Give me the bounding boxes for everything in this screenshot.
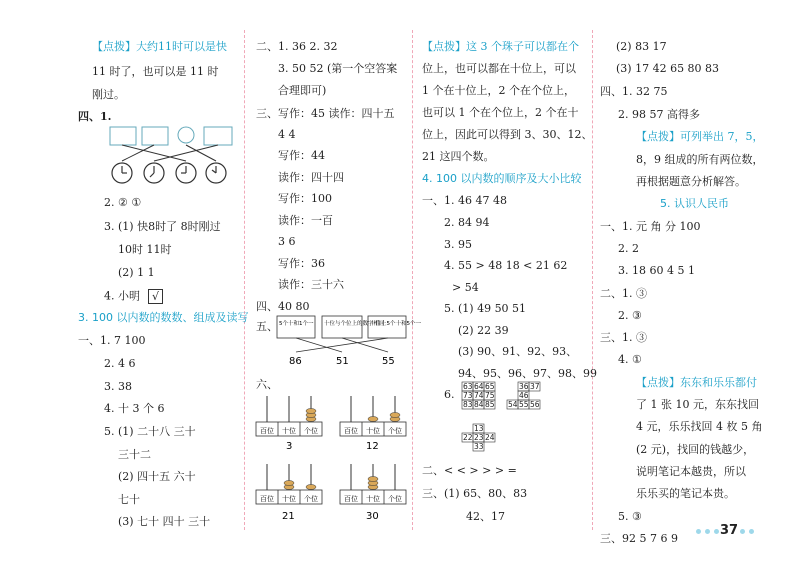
number-label: 51 bbox=[336, 356, 349, 367]
text-line: > 54 bbox=[452, 281, 479, 294]
text-line: 写作：36 bbox=[278, 257, 325, 270]
text-line: (3) 七十 四十 三十 bbox=[118, 515, 211, 528]
column-2 bbox=[248, 0, 421, 569]
text-line: 3 6 bbox=[278, 235, 296, 248]
abacus bbox=[256, 396, 322, 452]
answer-text: 4. 小明 bbox=[104, 289, 140, 303]
svg-text:63: 63 bbox=[463, 382, 473, 391]
text-line: 5. (1) 49 50 51 bbox=[444, 302, 527, 315]
text-line: 一、1. 46 47 48 bbox=[422, 194, 507, 207]
abacus-row bbox=[254, 392, 408, 454]
text-line: 94、95、96、97、98、99 bbox=[458, 367, 597, 380]
text-line: 二、1. 36 2. 32 bbox=[256, 40, 338, 53]
number-grid bbox=[463, 382, 495, 409]
text-line: 六、 bbox=[256, 378, 278, 391]
text-line: 5. (1) 二十八 三十 bbox=[104, 425, 196, 438]
place-label: 个位 bbox=[388, 427, 402, 435]
box-text: 5个十和1个一 bbox=[279, 321, 314, 327]
box-text: 十位与个位上的数字相同 bbox=[324, 321, 385, 327]
text-line: 一、1. 元 角 分 100 bbox=[600, 220, 701, 233]
abacus-value: 21 bbox=[282, 511, 295, 522]
text-line: 三、92 5 7 6 9 bbox=[600, 532, 678, 545]
text-line: 4. 十 3 个 6 bbox=[104, 402, 165, 415]
text-line: 4 元，乐乐找回 4 枚 5 角 bbox=[636, 420, 763, 433]
text-line: (2) 22 39 bbox=[458, 324, 509, 337]
text-line: 3. 38 bbox=[104, 380, 132, 393]
text-line: 二、< < > > > = bbox=[422, 464, 517, 477]
text-line: 11 时了，也可以是 11 时 bbox=[92, 65, 219, 78]
matching-lines bbox=[296, 338, 388, 352]
number-grid bbox=[463, 424, 495, 451]
number-matching-diagram bbox=[276, 314, 421, 370]
column-divider bbox=[412, 30, 413, 530]
svg-text:85: 85 bbox=[485, 400, 495, 409]
page-number: 37 bbox=[720, 523, 739, 538]
description-box bbox=[368, 316, 406, 338]
check-mark-icon: √ bbox=[148, 289, 163, 304]
number-grid-puzzle bbox=[462, 380, 552, 458]
abacus-row bbox=[254, 460, 408, 524]
text-line: 2. ② ① bbox=[104, 196, 142, 209]
text-line: 3. 95 bbox=[444, 238, 472, 251]
svg-text:84: 84 bbox=[474, 400, 484, 409]
abacus-value: 3 bbox=[286, 441, 293, 452]
section-heading: 4. 100 以内数的顺序及大小比较 bbox=[422, 172, 582, 185]
text-line: 读作：一百 bbox=[278, 214, 333, 227]
place-label: 百位 bbox=[260, 427, 274, 435]
svg-text:55: 55 bbox=[519, 400, 529, 409]
text-line: 一、1. 7 100 bbox=[78, 334, 146, 347]
svg-text:36: 36 bbox=[519, 382, 529, 391]
text-line: 4 4 bbox=[278, 128, 296, 141]
number-grid bbox=[508, 382, 540, 409]
svg-text:54: 54 bbox=[508, 400, 518, 409]
text-line: 再根据题意分析解答。 bbox=[636, 175, 746, 188]
text-line: 10时 11时 bbox=[118, 243, 172, 256]
text-line: 2. 98 57 高得多 bbox=[618, 108, 700, 121]
place-label: 十位 bbox=[282, 495, 296, 503]
abacus-value: 12 bbox=[366, 441, 379, 452]
text-line: 3. 50 52 (第一个空答案 bbox=[278, 62, 398, 75]
box-text: 十位上5个十和5个一 bbox=[370, 321, 421, 327]
svg-text:13: 13 bbox=[474, 424, 484, 433]
text-line: (3) 17 42 65 80 83 bbox=[616, 62, 720, 75]
text-line: 3. 18 60 4 5 1 bbox=[618, 264, 695, 277]
place-label: 个位 bbox=[304, 427, 318, 435]
svg-text:33: 33 bbox=[474, 442, 484, 451]
svg-text:73: 73 bbox=[463, 391, 473, 400]
description-box bbox=[277, 316, 315, 338]
abacus bbox=[256, 464, 322, 522]
text-line: 8，9 组成的所有两位数， bbox=[636, 153, 764, 166]
place-label: 十位 bbox=[282, 427, 296, 435]
text-line bbox=[104, 289, 163, 304]
hint-text: 【点拨】东东和乐乐都付 bbox=[636, 376, 757, 389]
abacus bbox=[340, 396, 406, 452]
svg-text:83: 83 bbox=[463, 400, 473, 409]
text-line: 四、1. 32 75 bbox=[600, 85, 668, 98]
text-line: 四、1. bbox=[78, 110, 112, 123]
svg-text:37: 37 bbox=[530, 382, 540, 391]
text-line: 2. ③ bbox=[618, 309, 642, 322]
svg-text:23: 23 bbox=[474, 433, 484, 442]
number-label: 55 bbox=[382, 356, 395, 367]
place-label: 百位 bbox=[344, 495, 358, 503]
svg-text:56: 56 bbox=[530, 400, 540, 409]
svg-text:46: 46 bbox=[519, 391, 529, 400]
place-label: 个位 bbox=[388, 495, 402, 503]
text-line: (2) 83 17 bbox=[616, 40, 667, 53]
text-line: 2. 2 bbox=[618, 242, 639, 255]
text-line: 二、1. ③ bbox=[600, 287, 647, 300]
text-line: 三、1. ③ bbox=[600, 331, 647, 344]
column-divider bbox=[244, 30, 245, 530]
text-line: (2) 四十五 六十 bbox=[118, 470, 196, 483]
abacus bbox=[340, 464, 406, 522]
hint-text: 【点拨】可列举出 7，5， bbox=[636, 130, 764, 143]
text-line: 三十二 bbox=[118, 448, 151, 461]
text-line: 位上，也可以都在十位上，可以 bbox=[422, 62, 576, 75]
text-line: 21 这四个数。 bbox=[422, 150, 495, 163]
text-line: 合理即可) bbox=[278, 84, 327, 97]
text-line: 读作：四十四 bbox=[278, 171, 344, 184]
text-line: 了 1 张 10 元，东东找回 bbox=[636, 398, 759, 411]
svg-text:65: 65 bbox=[485, 382, 495, 391]
clock-matching-illustration bbox=[108, 123, 238, 185]
place-label: 个位 bbox=[304, 495, 318, 503]
text-line: 七十 bbox=[118, 493, 140, 506]
number-label: 86 bbox=[289, 356, 302, 367]
text-line: 2. 84 94 bbox=[444, 216, 490, 229]
section-heading: 5. 认识人民币 bbox=[660, 197, 729, 210]
hint-text: 【点拨】这 3 个珠子可以都在个 bbox=[422, 40, 579, 53]
column-1 bbox=[78, 0, 249, 569]
text-line: 三、(1) 65、80、83 bbox=[422, 487, 528, 500]
svg-text:24: 24 bbox=[485, 433, 495, 442]
hint-text: 【点拨】大约11时可以是快 bbox=[92, 40, 227, 53]
text-line: 42、17 bbox=[466, 510, 505, 523]
text-line: 1 个在十位上，2 个在个位上， bbox=[422, 84, 575, 97]
place-label: 十位 bbox=[366, 427, 380, 435]
text-line: 五、 bbox=[256, 320, 278, 333]
description-box bbox=[322, 316, 362, 338]
svg-text:22: 22 bbox=[463, 433, 473, 442]
text-line: 写作：44 bbox=[278, 149, 325, 162]
column-3 bbox=[418, 0, 597, 569]
text-line: 刚过。 bbox=[92, 88, 125, 101]
text-line: 5. ③ bbox=[618, 510, 642, 523]
text-line: 四、40 80 bbox=[256, 300, 310, 313]
column-divider bbox=[592, 30, 593, 530]
text-line: 写作：100 bbox=[278, 192, 332, 205]
text-line: (3) 90、91、92、93、 bbox=[458, 345, 578, 358]
place-label: 百位 bbox=[260, 495, 274, 503]
text-line: 三、写作：45 读作：四十五 bbox=[256, 107, 395, 120]
text-line: 3. (1) 快8时了 8时刚过 bbox=[104, 220, 221, 233]
text-line: 也可以 1 个在个位上，2 个在十 bbox=[422, 106, 579, 119]
text-line: 4. 55 > 48 18 < 21 62 bbox=[444, 259, 568, 272]
text-line: 读作：三十六 bbox=[278, 278, 344, 291]
text-line: 2. 4 6 bbox=[104, 357, 136, 370]
svg-text:75: 75 bbox=[485, 391, 495, 400]
clock-icon bbox=[112, 163, 226, 183]
matching-lines bbox=[122, 145, 218, 161]
text-line: 4. ① bbox=[618, 353, 642, 366]
place-label: 十位 bbox=[366, 495, 380, 503]
section-heading: 3. 100 以内数的数数、组成及读写 bbox=[78, 311, 249, 324]
text-line: 说明笔记本越贵，所以 bbox=[636, 465, 746, 478]
abacus-value: 30 bbox=[366, 511, 379, 522]
column-4 bbox=[596, 0, 764, 569]
svg-text:64: 64 bbox=[474, 382, 484, 391]
place-label: 百位 bbox=[344, 427, 358, 435]
text-line: 乐乐买的笔记本贵。 bbox=[636, 487, 735, 500]
scene-pictures bbox=[110, 127, 232, 145]
text-line: (2 元)，找回的钱越少， bbox=[636, 443, 755, 456]
text-line: 位上，因此可以得到 3、30、12、 bbox=[422, 128, 593, 141]
svg-text:74: 74 bbox=[474, 391, 484, 400]
text-line: (2) 1 1 bbox=[118, 266, 155, 279]
text-line: 6. bbox=[444, 388, 455, 401]
